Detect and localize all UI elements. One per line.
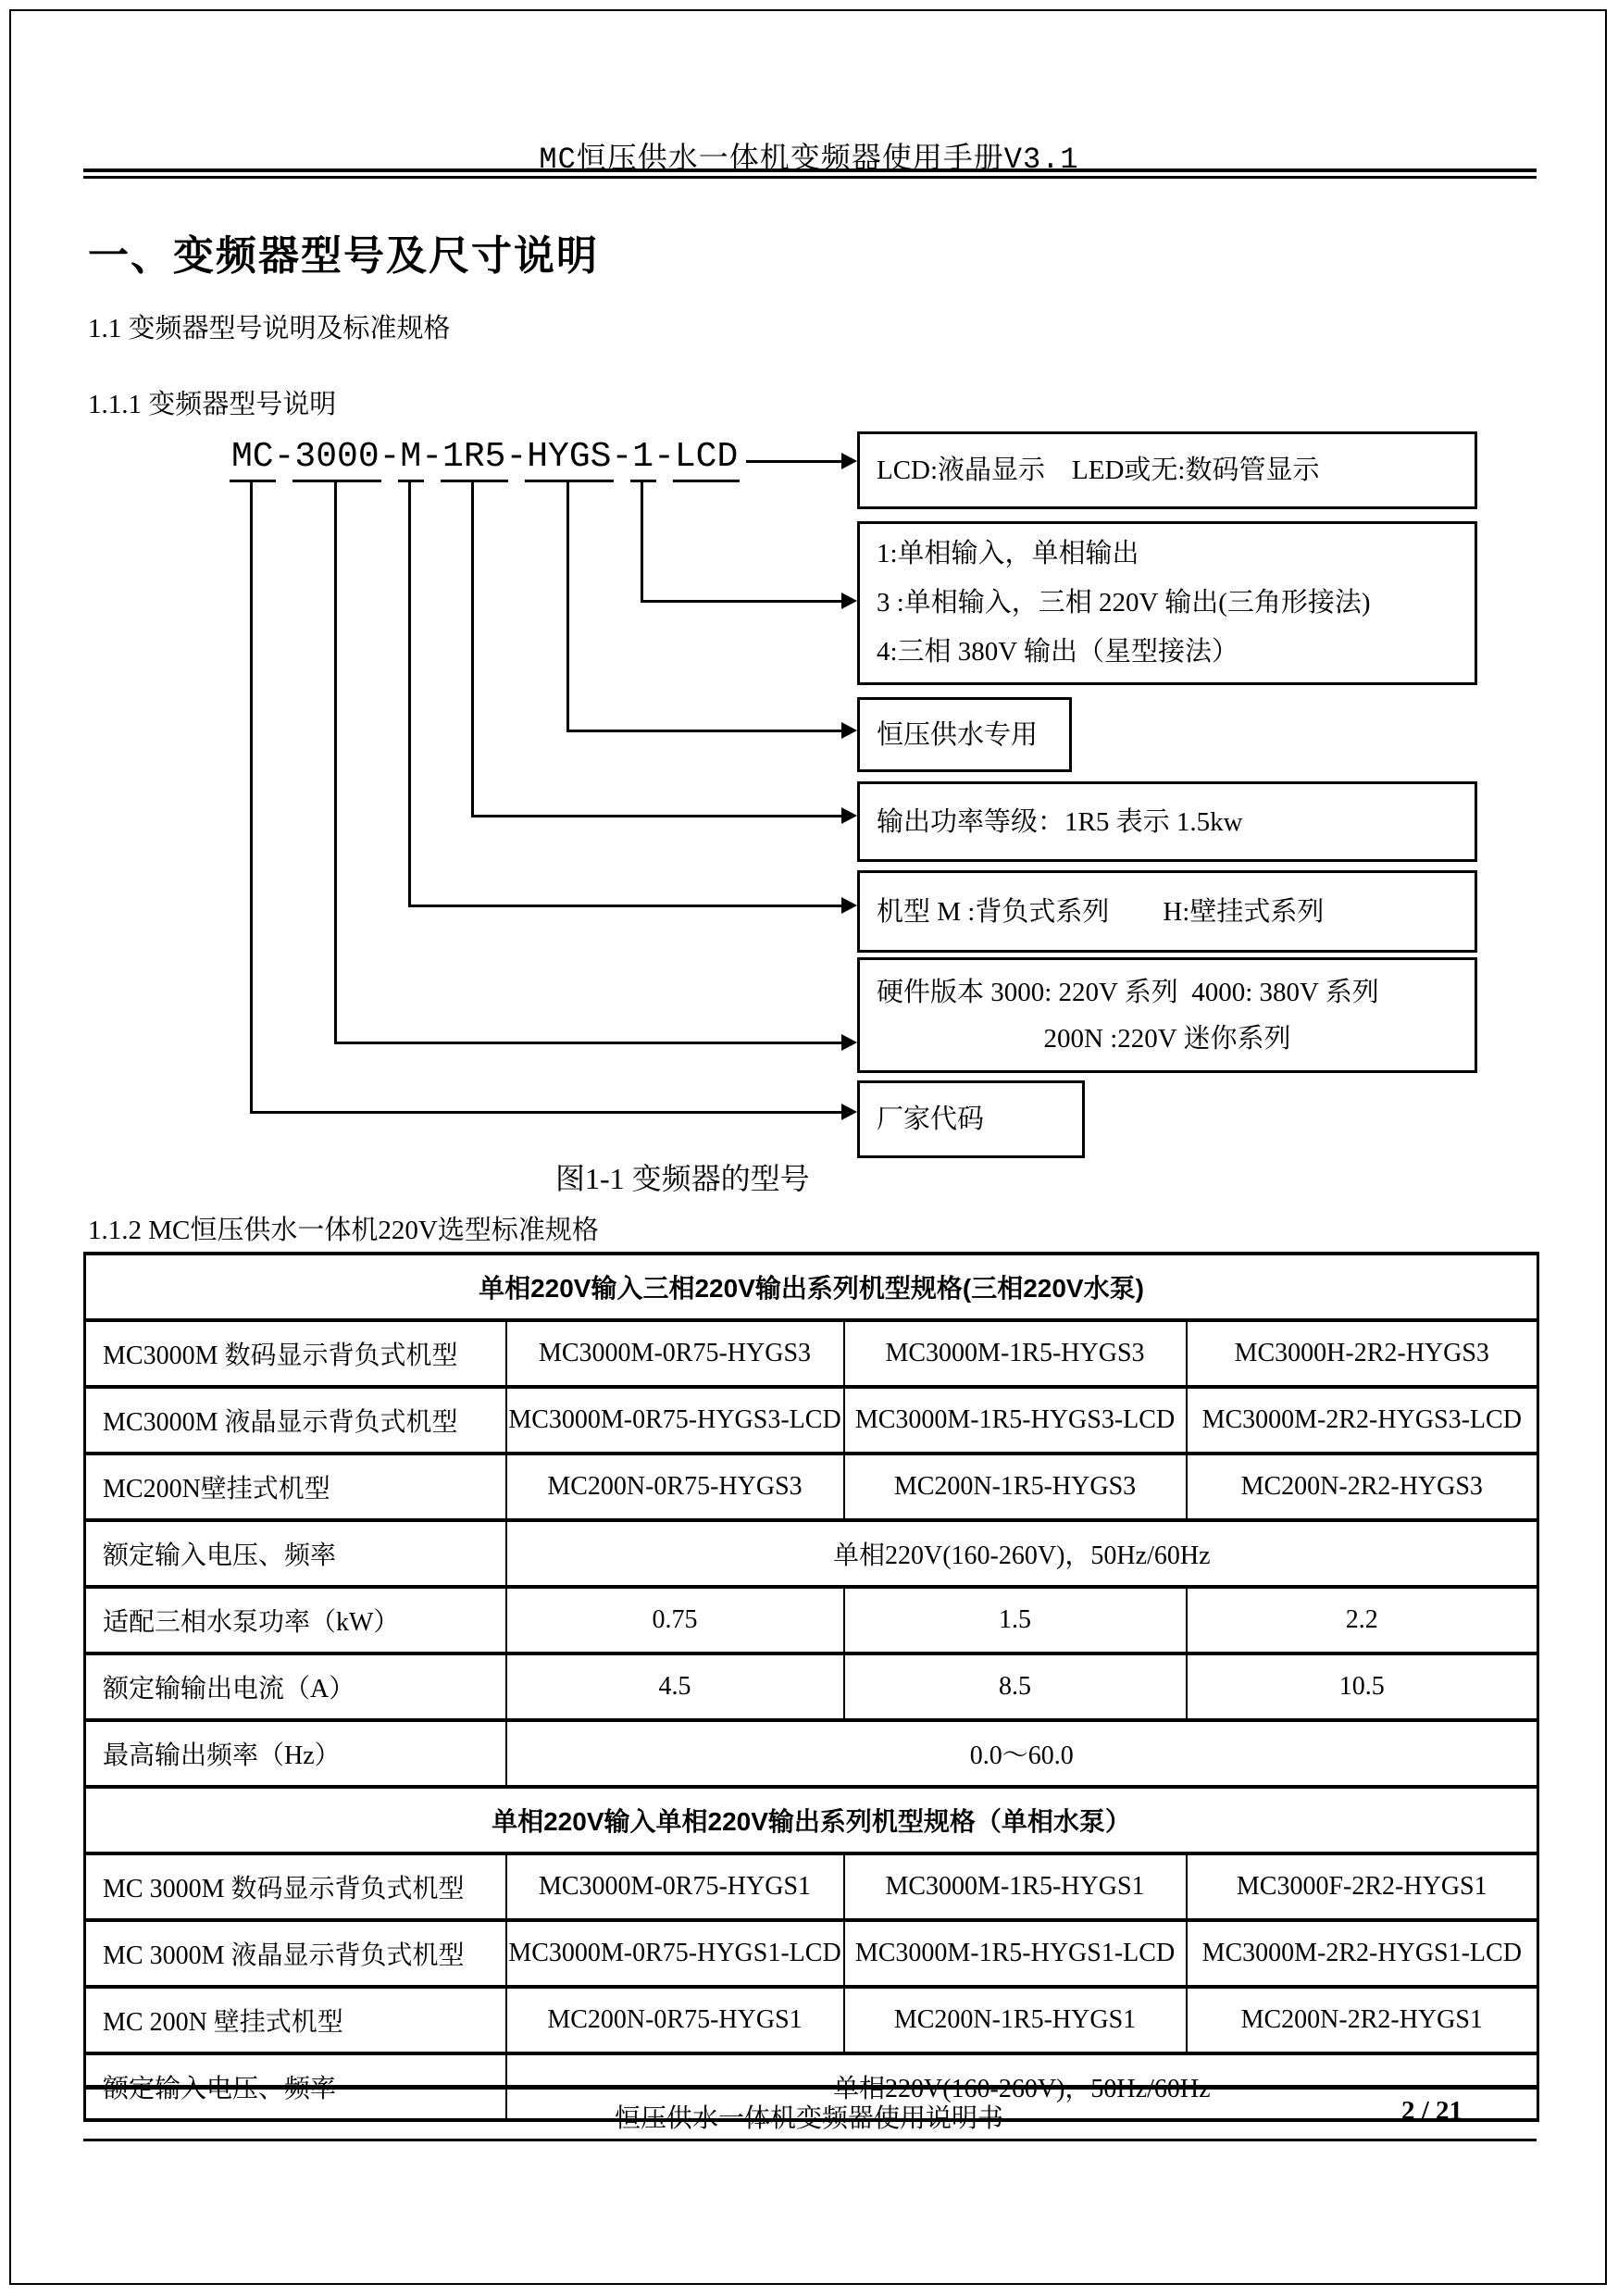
diagram-box-hardware-version: 硬件版本 3000: 220V 系列 4000: 380V 系列 200N :220V 迷你系列 — [857, 957, 1477, 1073]
arrowhead-hygs — [841, 722, 857, 739]
section-1-1-1-title: 1.1.1 变频器型号说明 — [88, 390, 337, 419]
arrowhead-m — [841, 897, 857, 914]
underline-mc — [230, 480, 276, 482]
section-1-1-2-title: 1.1.2 MC恒压供水一体机220V选型标准规格 — [88, 1216, 599, 1245]
table-row: MC200N壁挂式机型 MC200N-0R75-HYGS3 MC200N-1R5-HYGS3 MC200N-2R2-HYGS3 — [85, 1454, 1538, 1520]
underline-m — [398, 480, 424, 482]
table-row: 额定输输出电流（A） 4.5 8.5 10.5 — [85, 1653, 1538, 1720]
underline-1r5 — [441, 480, 508, 482]
connector-m-v — [408, 481, 411, 907]
footer-page-number: 2 / 21 — [1400, 2096, 1462, 2126]
connector-mc-v — [250, 481, 253, 1114]
figure-caption: 图1-1 变频器的型号 — [555, 1162, 810, 1195]
connector-hygs-h — [566, 730, 842, 732]
diagram-box-output-type: 1:单相输入，单相输出 3 :单相输入，三相 220V 输出(三角形接法) 4:三相 380V 输出（星型接法） — [857, 521, 1477, 685]
diagram-box-power-class: 输出功率等级：1R5 表示 1.5kw — [857, 781, 1477, 862]
connector-3000-h — [334, 1042, 842, 1044]
underline-hygs — [525, 480, 614, 482]
header-double-rule — [83, 168, 1537, 179]
arrowhead-1r5 — [841, 807, 857, 824]
section-1-1-title: 1.1 变频器型号说明及标准规格 — [88, 314, 451, 343]
spec-table — [83, 1252, 1539, 2122]
connector-hygs-v — [566, 481, 569, 732]
connector-1-h — [641, 600, 842, 603]
footer-doc-title: 恒压供水一体机变频器使用说明书 — [614, 2104, 1003, 2133]
arrowhead-3000 — [841, 1034, 857, 1051]
connector-1r5-h — [471, 815, 842, 817]
section-header-cell: 单相220V输入单相220V输出系列机型规格（单相水泵） — [85, 1787, 1538, 1853]
table-row: MC 3000M 液晶显示背负式机型 MC3000M-0R75-HYGS1-LCD MC3000M-1R5-HYGS1-LCD MC3000M-2R2-HYGS1-LCD — [85, 1920, 1538, 1987]
underline-1 — [630, 480, 656, 482]
table-row-merged: 额定输入电压、频率 单相220V(160-260V)，50Hz/60Hz — [85, 1520, 1538, 1587]
diagram-box-machine-type: 机型 M :背负式系列 H:壁挂式系列 — [857, 870, 1477, 953]
section-header-cell: 单相220V输入三相220V输出系列机型规格(三相220V水泵) — [85, 1254, 1538, 1320]
arrowhead-mc — [841, 1104, 857, 1120]
connector-lcd — [746, 460, 842, 463]
underline-lcd — [673, 480, 740, 482]
connector-m-h — [408, 905, 842, 907]
footer-rule-top — [83, 2085, 1537, 2090]
connector-1r5-v — [471, 481, 474, 817]
connector-mc-h — [250, 1111, 842, 1114]
diagram-box-application: 恒压供水专用 — [857, 697, 1072, 772]
diagram-box-display: LCD:液晶显示 LED或无:数码管显示 — [857, 431, 1477, 509]
table-row: MC3000M 数码显示背负式机型 MC3000M-0R75-HYGS3 MC3000M-1R5-HYGS3 MC3000H-2R2-HYGS3 — [85, 1320, 1538, 1387]
model-code: MC-3000-M-1R5-HYGS-1-LCD — [231, 437, 739, 477]
table-row: MC 3000M 数码显示背负式机型 MC3000M-0R75-HYGS1 MC3000M-1R5-HYGS1 MC3000F-2R2-HYGS1 — [85, 1853, 1538, 1920]
document-header-title: MC恒压供水一体机变频器使用手册V3.1 — [539, 143, 1079, 177]
underline-3000 — [292, 480, 381, 482]
table-row: MC 200N 壁挂式机型 MC200N-0R75-HYGS1 MC200N-1R5-HYGS1 MC200N-2R2-HYGS1 — [85, 1987, 1538, 2053]
footer-rule-bottom — [83, 2139, 1537, 2141]
arrowhead-1 — [841, 593, 857, 609]
diagram-box-vendor-code: 厂家代码 — [857, 1080, 1085, 1158]
table-section-header-row — [85, 1787, 1538, 1853]
table-section-header-row — [85, 1254, 1538, 1320]
table-row-merged: 最高输出频率（Hz） 0.0～60.0 — [85, 1720, 1538, 1787]
arrowhead-lcd — [841, 453, 857, 469]
table-row: 适配三相水泵功率（kW） 0.75 1.5 2.2 — [85, 1587, 1538, 1653]
chapter-title: 一、变频器型号及尺寸说明 — [88, 233, 599, 279]
table-row: MC3000M 液晶显示背负式机型 MC3000M-0R75-HYGS3-LCD MC3000M-1R5-HYGS3-LCD MC3000M-2R2-HYGS3-LCD — [85, 1387, 1538, 1454]
table-row-merged: 额定输入电压、频率 单相220V(160-260V)，50Hz/60Hz — [85, 2053, 1538, 2120]
connector-1-v — [641, 481, 643, 603]
connector-3000-v — [334, 481, 337, 1044]
